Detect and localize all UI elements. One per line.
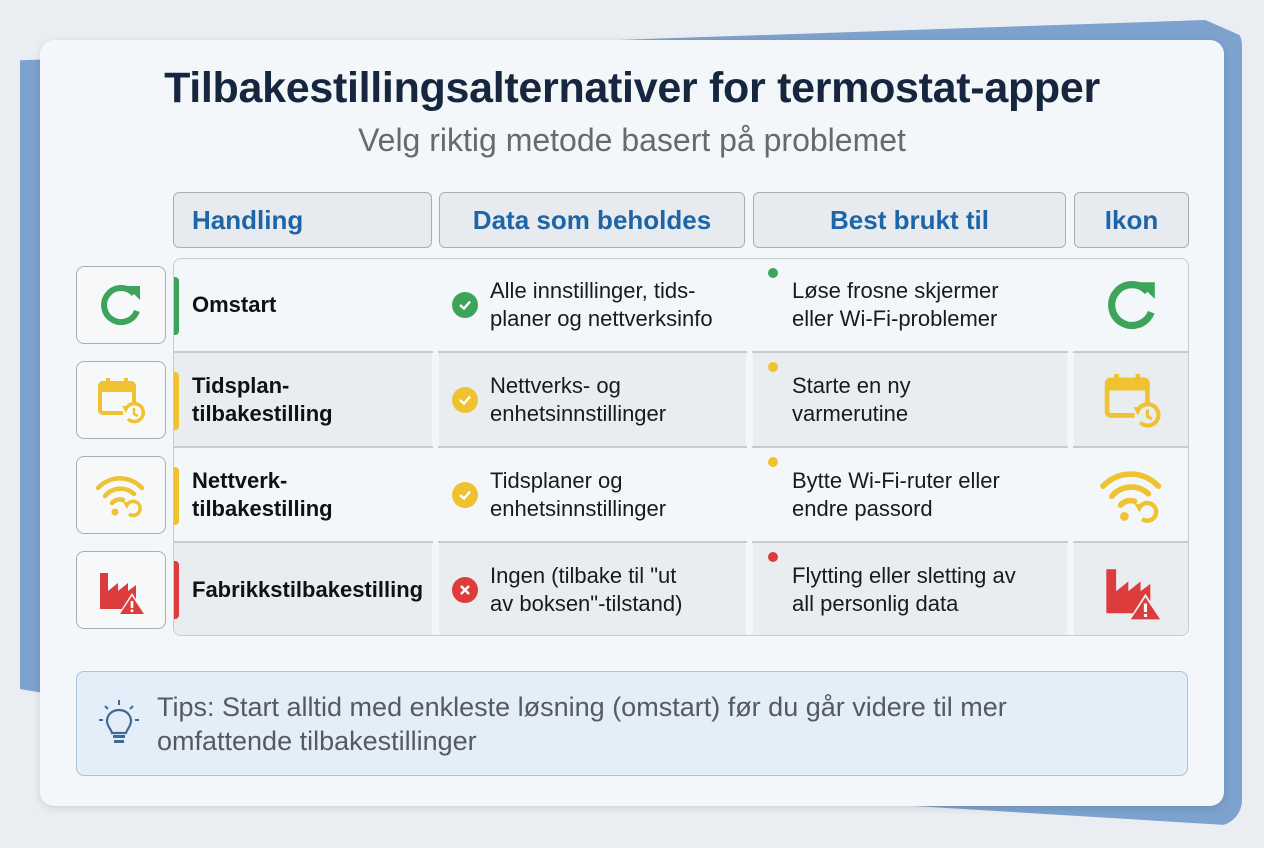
table-row-icon bbox=[1074, 259, 1189, 351]
calendar-reset-icon bbox=[94, 373, 148, 427]
accent-bar-red bbox=[173, 561, 179, 619]
accent-bar-yellow bbox=[173, 467, 179, 525]
factory-warning-icon bbox=[1099, 557, 1165, 623]
side-icon-box-network bbox=[76, 456, 166, 534]
column-gap bbox=[1068, 351, 1073, 636]
page-subtitle: Velg riktig metode basert på problemet bbox=[358, 122, 906, 158]
side-icon-box-schedule bbox=[76, 361, 166, 439]
action-label: Nettverk- bbox=[192, 467, 288, 493]
table-row-data: Nettverks- og enhetsinnstillinger bbox=[452, 353, 746, 446]
restart-icon bbox=[96, 280, 146, 330]
reset-options-table bbox=[173, 258, 1189, 636]
table-row-data: Ingen (tilbake til "ut av boksen"-tilstand) bbox=[452, 543, 746, 636]
side-icon-box-factory bbox=[76, 551, 166, 629]
table-row-best: Bytte Wi-Fi-ruter eller endre passord bbox=[768, 448, 1068, 541]
table-row-data: Alle innstillinger, tids- planer og nettverksinfo bbox=[452, 259, 746, 351]
lightbulb-icon bbox=[97, 698, 141, 748]
table-row-action bbox=[192, 543, 432, 636]
check-icon bbox=[452, 482, 478, 508]
accent-bar-green bbox=[173, 277, 179, 335]
action-label: Fabrikkstilbakestilling bbox=[192, 577, 424, 602]
wifi-reset-icon bbox=[1098, 466, 1166, 524]
table-row-best: Starte en ny varmerutine bbox=[768, 353, 1068, 446]
table-row-action: Tidsplan- tilbakestilling bbox=[192, 372, 333, 426]
action-label: Omstart bbox=[192, 292, 277, 317]
tip-text: Tips: Start alltid med enkleste løsning (omstart) før du går videre til mer omfattende tilbakestillinger bbox=[157, 692, 1007, 756]
action-label: Tidsplan- bbox=[192, 372, 290, 398]
column-gap bbox=[433, 351, 438, 636]
check-icon bbox=[452, 387, 478, 413]
table-row-best: Flytting eller sletting av all personlig data bbox=[768, 543, 1068, 636]
accent-bar-yellow bbox=[173, 372, 179, 430]
x-icon bbox=[452, 577, 478, 603]
table-row-best: Løse frosne skjermer eller Wi-Fi-problemer bbox=[768, 259, 1068, 351]
check-icon bbox=[452, 292, 478, 318]
table-row-icon bbox=[1074, 353, 1189, 446]
side-icon-box-restart bbox=[76, 266, 166, 344]
calendar-reset-icon bbox=[1100, 368, 1164, 432]
wifi-reset-icon bbox=[94, 472, 148, 518]
table-row-icon bbox=[1074, 543, 1189, 636]
column-gap bbox=[747, 351, 752, 636]
page-title: Tilbakestillingsalternativer for termostat-apper bbox=[164, 64, 1100, 112]
restart-icon bbox=[1102, 275, 1162, 335]
table-row-action: Nettverk- tilbakestilling bbox=[192, 467, 333, 521]
bullet-dot bbox=[768, 457, 778, 467]
header-icon: Ikon bbox=[1074, 192, 1189, 248]
header-data-kept: Data som beholdes bbox=[439, 192, 745, 248]
tip-box bbox=[76, 671, 1188, 776]
table-row-action bbox=[192, 259, 432, 351]
table-row-data: Tidsplaner og enhetsinnstillinger bbox=[452, 448, 746, 541]
bullet-dot bbox=[768, 268, 778, 278]
bullet-dot bbox=[768, 552, 778, 562]
header-handling: Handling bbox=[173, 192, 432, 248]
table-row-icon bbox=[1074, 448, 1189, 541]
header-best-used-for: Best brukt til bbox=[753, 192, 1066, 248]
bullet-dot bbox=[768, 362, 778, 372]
factory-warning-icon bbox=[94, 563, 148, 617]
